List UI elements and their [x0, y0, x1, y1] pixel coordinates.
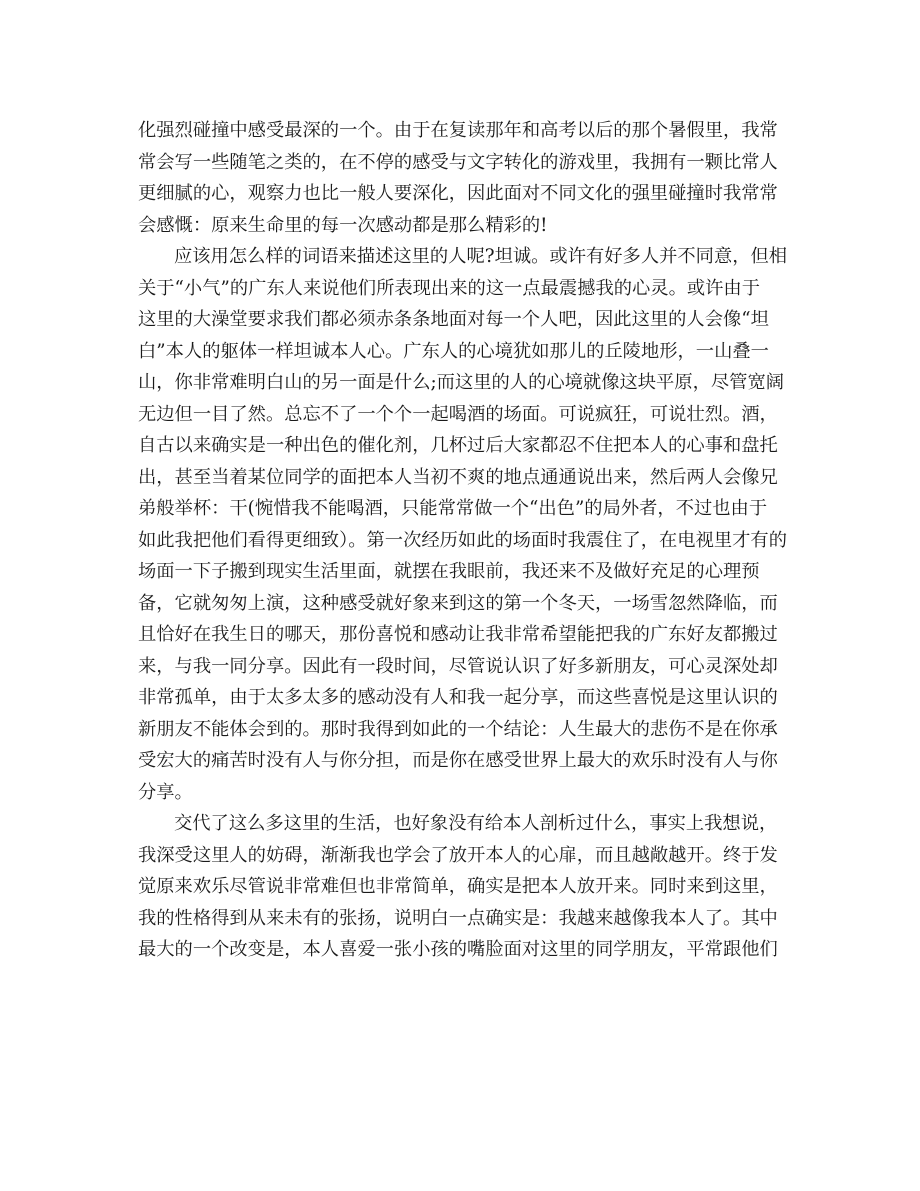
text-line: 白”本人的躯体一样坦诚本人心。广东人的心境犹如那儿的丘陵地形，一山叠一 [138, 340, 769, 362]
text-line: 非常孤单，由于太多太多的感动没有人和我一起分享，而这些喜悦是这里认识的 [138, 687, 778, 708]
text-line: 场面一下子搬到现实生活里面，就摆在我眼前，我还来不及做好充足的心理预 [138, 561, 760, 582]
text-line: 这里的大澡堂要求我们都必须赤条条地面对每一个人吧，因此这里的人会像“坦 [138, 309, 769, 330]
text-line: 最大的一个改变是，本人喜爱一张小孩的嘴脸面对这里的同学朋友，平常跟他们 [138, 939, 778, 960]
text-line: 新朋友不能体会到的。那时我得到如此的一个结论：人生最大的悲伤不是在你承 [138, 718, 778, 740]
text-line: 弟般举杯：干(惋惜我不能喝酒，只能常常做一个“出色”的局外者，不过也由于 [138, 498, 768, 519]
text-line: 如此我把他们看得更细致）。第一次经历如此的场面时我震住了，在电视里才有的 [138, 529, 787, 551]
text-line: 我的性格得到从来未有的张扬，说明白一点确实是：我越来越像我本人了。其中 [138, 907, 778, 929]
text-line: 应该用怎么样的词语来描述这里的人呢?坦诚。或许有好多人并不同意，但相 [174, 246, 788, 267]
text-line: 分享。 [138, 781, 193, 803]
paragraph-2 [138, 241, 788, 808]
text-line: 会感慨：原来生命里的每一次感动都是那么精彩的! [138, 214, 548, 236]
text-line: 出，甚至当着某位同学的面把本人当初不爽的地点通通说出来，然后两人会像兄 [138, 466, 778, 488]
text-line: 常会写一些随笔之类的，在不停的感受与文字转化的游戏里，我拥有一颗比常人 [138, 151, 778, 173]
text-line: 自古以来确实是一种出色的催化剂，几杯过后大家都忍不住把本人的心事和盘托 [138, 435, 778, 456]
paragraph-3 [138, 808, 788, 966]
text-line: 山，你非常难明白山的另一面是什么;而这里的人的心境就像这块平原，尽管宽阔 [138, 372, 785, 393]
text-line: 且恰好在我生日的哪天，那份喜悦和感动让我非常希望能把我的广东好友都搬过 [138, 624, 778, 645]
text-line: 关于“小气”的广东人来说他们所表现出来的这一点最震撼我的心灵。或许由于 [138, 277, 760, 299]
text-line: 我深受这里人的妨碍，渐渐我也学会了放开本人的心扉，而且越敞越开。终于发 [138, 844, 778, 866]
text-line: 交代了这么多这里的生活，也好象没有给本人剖析过什么，事实上我想说， [174, 813, 778, 834]
text-line: 化强烈碰撞中感受最深的一个。由于在复读那年和高考以后的那个暑假里，我常 [138, 120, 778, 141]
document-body [138, 115, 788, 966]
text-line: 无边但一目了然。总忘不了一个个一起喝酒的场面。可说疯狂，可说壮烈。酒， [138, 403, 778, 425]
text-line: 觉原来欢乐尽管说非常难但也非常简单，确实是把本人放开来。同时来到这里， [138, 876, 778, 897]
paragraph-1 [138, 115, 788, 241]
text-line: 备，它就匆匆上演，这种感受就好象来到这的第一个冬天，一场雪忽然降临，而 [138, 592, 778, 614]
text-line: 受宏大的痛苦时没有人与你分担，而是你在感受世界上最大的欢乐时没有人与你 [138, 750, 778, 771]
text-line: 来，与我一同分享。因此有一段时间，尽管说认识了好多新朋友，可心灵深处却 [138, 655, 778, 677]
text-line: 更细腻的心，观察力也比一般人要深化，因此面对不同文化的强里碰撞时我常常 [138, 183, 778, 204]
